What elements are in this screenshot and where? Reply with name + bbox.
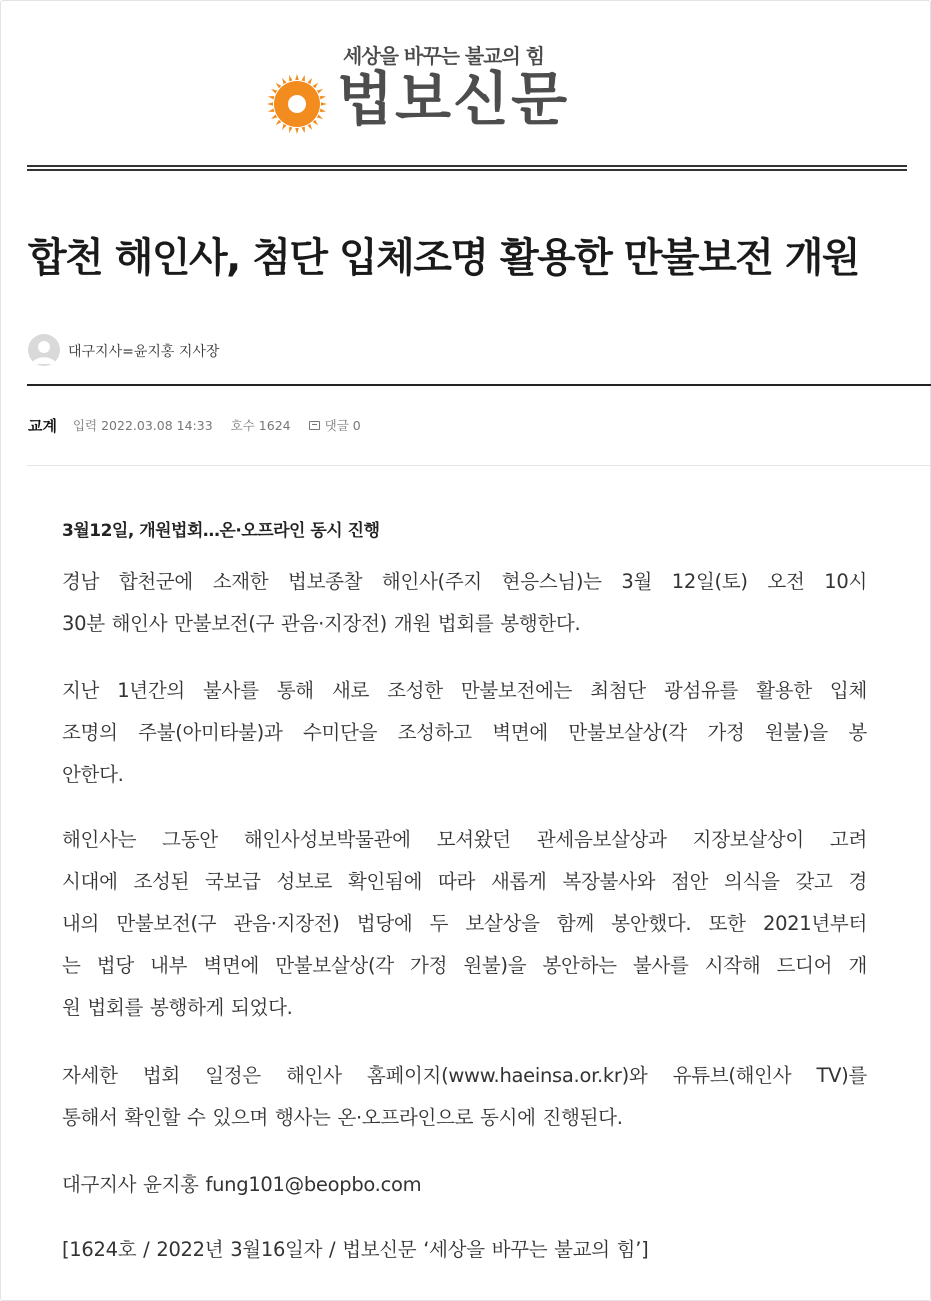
sun-ray — [307, 78, 312, 84]
comment-count-label: 댓글 0 — [324, 418, 361, 433]
paragraph-line: 해인사는 그동안 해인사성보박물관에 모셔왔던 관세음보살상과 지장보살상이 고려 — [62, 828, 867, 851]
article-meta — [28, 415, 379, 435]
sun-ray — [307, 124, 312, 130]
person-icon — [28, 334, 60, 366]
author-avatar[interactable] — [28, 334, 60, 366]
sun-ray — [267, 102, 273, 105]
article-signature — [62, 1164, 872, 1206]
sun-ray — [302, 127, 305, 133]
masthead-logo-name[interactable]: 법보신문 — [337, 65, 570, 133]
publish-date: 입력 2022.03.08 14:33 — [72, 418, 213, 433]
sun-ray — [268, 109, 274, 112]
sun-ray — [268, 96, 274, 99]
article-paragraph-3 — [62, 819, 872, 1029]
article-subhead: 3월12일, 개원법회…온·오프라인 동시 진행 — [62, 521, 380, 541]
article-byline[interactable]: 대구지사=윤지홍 지사장 — [68, 344, 220, 360]
sun-ray — [282, 78, 287, 84]
sun-logo-icon[interactable] — [266, 73, 328, 135]
paragraph-line: 자세한 법회 일정은 해인사 홈페이지(www.haeinsa.or.kr)와 유튜브(해인사 TV)를 — [62, 1064, 867, 1087]
sun-ray — [282, 124, 287, 130]
article-paragraph-1 — [62, 561, 872, 645]
sun-ray — [276, 120, 282, 126]
sun-ray — [320, 96, 326, 99]
article-issue-note — [62, 1229, 872, 1271]
masthead-divider-second — [27, 169, 907, 171]
masthead-divider — [27, 165, 907, 167]
sun-ray — [295, 74, 298, 80]
paragraph-line: 지난 1년간의 불사를 통해 새로 조성한 만불보전에는 최첨단 광섬유를 활용한 입체 — [62, 679, 867, 702]
paragraph-line: 조명의 주불(아미타불)과 수미단을 조성하고 벽면에 만불보살상(각 가정 원불)을 봉 — [62, 721, 867, 744]
sun-ray — [313, 120, 319, 126]
paragraph-line: 30분 해인사 만불보전(구 관음·지장전) 개원 법회를 봉행한다. — [62, 612, 581, 635]
sun-ray — [313, 83, 319, 89]
article-paragraph-4 — [62, 1055, 872, 1139]
article-headline: 합천 해인사, 첨단 입체조명 활용한 만불보전 개원 — [28, 235, 860, 281]
sun-ray — [317, 114, 323, 119]
article-paragraph-2 — [62, 670, 872, 796]
sun-ray — [289, 75, 292, 81]
sun-ray — [271, 114, 277, 119]
sun-ray — [289, 127, 292, 133]
author-email-line[interactable]: 대구지사 윤지홍 fung101@beopbo.com — [62, 1173, 422, 1196]
sun-ray — [321, 102, 327, 105]
sun-ray — [320, 109, 326, 112]
sun-ray — [276, 83, 282, 89]
sun-ray — [317, 89, 323, 94]
paragraph-line: 내의 만불보전(구 관음·지장전) 법당에 두 보살상을 함께 봉안했다. 또한 2021년부터 — [62, 912, 867, 935]
comment-icon — [309, 421, 320, 430]
paragraph-line: 시대에 조성된 국보급 성보로 확인됨에 따라 새롭게 복장불사와 점안 의식을 갖고 경 — [62, 870, 867, 893]
sun-ray — [302, 75, 305, 81]
paragraph-line: 경남 합천군에 소재한 법보종찰 해인사(주지 현응스님)는 3월 12일(토) 오전 10시 — [62, 570, 867, 593]
meta-divider — [27, 465, 931, 466]
section-label[interactable]: 교계 — [28, 416, 57, 435]
header-divider — [27, 384, 931, 386]
sun-ray — [271, 89, 277, 94]
paragraph-line: 안한다. — [62, 763, 124, 786]
paragraph-line: 원 법회를 봉행하게 되었다. — [62, 996, 293, 1019]
issue-number: 호수 1624 — [230, 418, 291, 433]
sun-ray — [295, 128, 298, 134]
issue-note-line: [1624호 / 2022년 3월16일자 / 법보신문 ‘세상을 바꾸는 불교의 힘’] — [62, 1238, 649, 1261]
masthead-slogan: 세상을 바꾸는 불교의 힘 — [343, 44, 545, 68]
paragraph-line: 는 법당 내부 벽면에 만불보살상(각 가정 원불)을 봉안하는 불사를 시작해 드디어 개 — [62, 954, 867, 977]
comment-count[interactable] — [309, 416, 361, 434]
masthead — [0, 0, 931, 160]
paragraph-line: 통해서 확인할 수 있으며 행사는 온·오프라인으로 동시에 진행된다. — [62, 1106, 623, 1129]
